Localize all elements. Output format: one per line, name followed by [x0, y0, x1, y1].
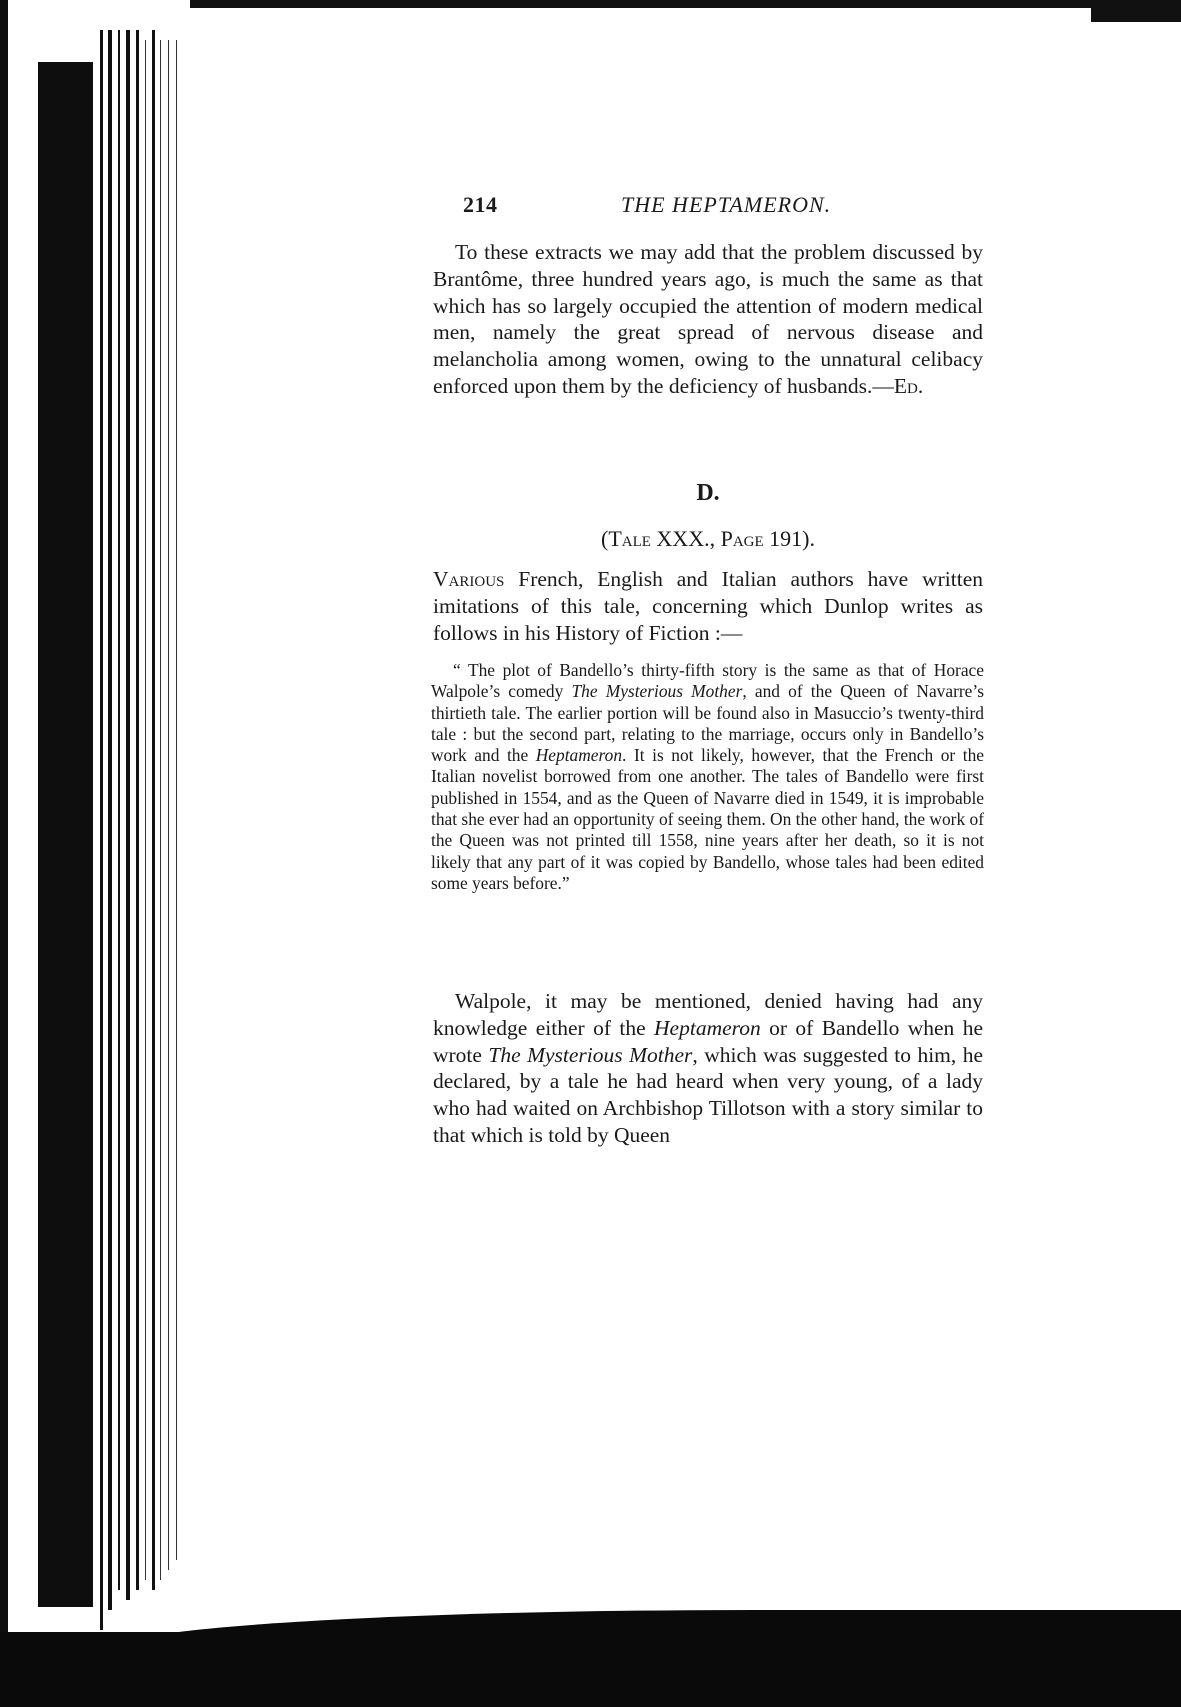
page-number: 214 [463, 192, 498, 217]
book-title: Heptameron [535, 745, 623, 766]
book-title: Heptameron [654, 1015, 761, 1040]
edge-line [100, 30, 103, 1630]
edge-line [118, 30, 120, 1590]
edge-line [160, 40, 161, 1580]
paragraph-text: To these extracts we may add that the problem discussed by Brantôme, three hundred years ago, is much the same as that which has so largely occupied the attention of modern medical men, namely the great spread of nervous disease and melancholia among women, owing to the unnatural celibacy enforced upon them by the deficiency of husbands.— [433, 240, 983, 398]
edge-line [168, 40, 169, 1570]
running-title: THE HEPTAMERON. [621, 192, 832, 217]
paragraph-walpole: Walpole, it may be mentioned, denied having had any knowledge either of the Heptameron or of Bandello when he wrote The Mysterious Mother, which was suggested to him, he declared, by a tale he had heard when very young, of a lady who had waited on Archbishop Tillotson with a story similar to that which is told by Queen [433, 989, 983, 1147]
edge-shadow [38, 62, 93, 1607]
book-title: The Mysterious Mother [488, 1042, 693, 1067]
book-title: The Mysterious Mother [571, 681, 743, 702]
section-heading: D. [696, 480, 720, 506]
lead-in: Various [433, 567, 505, 591]
block-quote: “ The plot of Bandello’s thirty-fifth story is the same as that of Horace Walpole’s comedy The Mysterious Mother, and of the Queen of Navarre’s thirtieth tale. The earlier portion will be found also in Masuccio’s twenty-third tale : but the second part, relating to the marriage, occurs only in Bandello’s work and the Heptameron. It is not likely, however, that the French or the Italian novelist borrowed from one another. The tales of Bandello were first published in 1554, and as the Queen of Navarre died in 1549, it is improbable that she ever had an opportunity of seeing them. On the other hand, the work of the Queen was not printed till 1558, nine years after her death, so it is not likely that any part of it was copied by Bandello, whose tales had been edited some years before.” [431, 660, 985, 893]
edge-line [176, 40, 177, 1560]
paragraph-extracts [433, 239, 983, 400]
edge-line [152, 30, 155, 1590]
edge-line [145, 40, 146, 1580]
paragraph-text: French, English and Italian authors have written imitations of this tale, concerning which Dunlop writes as follows in his History of Fiction :— [433, 567, 983, 645]
paragraph-various [433, 566, 983, 646]
edge-shadow [0, 0, 8, 1707]
running-head [463, 192, 1181, 232]
section-subheading: (Tale XXX., Page 191). [601, 526, 815, 551]
book-page [200, 0, 1181, 1630]
edge-line [126, 30, 130, 1600]
book-page-edges [0, 0, 190, 1707]
editor-signoff: Ed. [893, 373, 924, 398]
edge-line [108, 30, 112, 1610]
edge-line [136, 30, 139, 1590]
scan-border-bottom [0, 1632, 1181, 1707]
